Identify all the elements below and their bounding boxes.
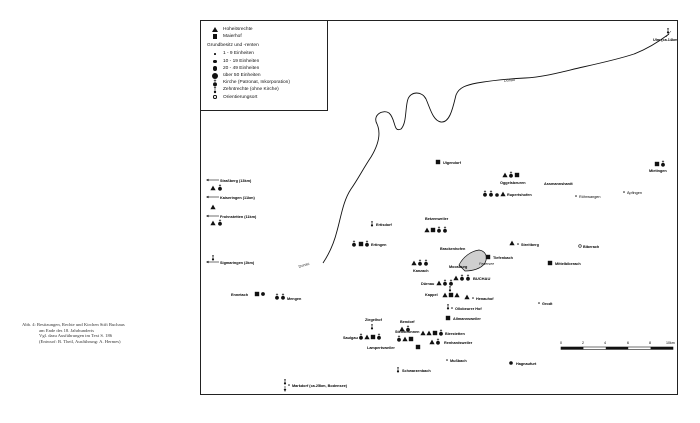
arrow-sigmaringen <box>206 261 219 264</box>
arrow-kaiseringen <box>206 196 219 199</box>
buchau-markers <box>453 274 470 280</box>
legend-row <box>207 94 327 101</box>
maierhof-marker <box>436 160 440 164</box>
frohnstetten-markers <box>210 219 222 225</box>
legend-label: 1 - 9 Einheiten <box>223 51 254 57</box>
streitberg-dot <box>517 243 519 245</box>
zehnt-marker <box>371 221 373 227</box>
legend-label: Zehntrechte (ohne Kirche) <box>223 87 279 93</box>
map-legend <box>201 21 328 111</box>
ertingen-markers <box>352 240 369 246</box>
hagnaufurt-marker <box>509 361 513 365</box>
place-schwarzenbach: Schwarzenbach <box>402 369 431 373</box>
place-henauhof: Henauhof <box>476 297 494 301</box>
rupertshofen-markers <box>483 190 506 196</box>
place-kaiseringen: Kaiseringen (11km) <box>220 196 255 200</box>
orientation-icon <box>213 95 216 98</box>
place-lampertsweiler: Lampertsweiler <box>367 346 395 350</box>
dot-large-icon <box>213 66 218 71</box>
maierhof-marker <box>486 255 490 259</box>
roehrwangen-marker <box>575 195 577 197</box>
place-saulgau: Saulgau <box>343 336 358 340</box>
place-grodt: Grodt <box>542 302 553 306</box>
saulgau-markers <box>359 333 381 339</box>
figure-caption <box>22 322 200 344</box>
legend-label: Hoheitsrechte <box>223 27 253 33</box>
maierhof-marker <box>548 261 552 265</box>
place-ertingen: Ertingen <box>371 243 387 247</box>
renhardsweiler-markers <box>429 338 440 344</box>
mietingen-markers <box>655 160 665 166</box>
place-oggelsbeuren: Oggelsbeuren <box>500 181 526 185</box>
place-biberach: Biberach <box>583 245 600 249</box>
scale-tick: 0 <box>560 341 562 345</box>
place-streitberg: Streitberg <box>521 243 539 247</box>
place-mittelbiberach: Mittelbiberach <box>555 262 581 266</box>
place-moosburg: Moosburg <box>449 265 468 269</box>
streitberg-marker <box>509 241 514 246</box>
scale-tick: 10km <box>666 341 675 345</box>
muebach-marker <box>446 359 448 361</box>
tithe-icon <box>212 86 218 94</box>
biberach-marker <box>579 245 582 248</box>
dot-medium-icon <box>213 60 216 63</box>
place-sigmaringen: Sigmaringen (2km) <box>220 261 255 265</box>
legend-row <box>207 33 327 40</box>
danube-label: Donau <box>503 77 516 83</box>
lampertsweiler-marker <box>416 345 420 349</box>
place-roehrwangen: Röhrwangen <box>579 195 601 199</box>
place-ziegelhof: Ziegelhof <box>365 318 382 322</box>
steinbronnen-markers <box>397 335 413 341</box>
legend-label: über 50 Einheiten <box>223 73 261 79</box>
legend-row <box>207 79 327 86</box>
scale-tick: 8 <box>649 341 651 345</box>
federsee-label: Federsee <box>479 262 495 266</box>
map-frame <box>200 20 678 395</box>
place-mengen: Mengen <box>287 297 302 301</box>
place-assmannshardt: Assmannshardt <box>544 182 573 186</box>
dot-small-icon <box>214 53 216 55</box>
legend-row <box>207 72 327 79</box>
kaiseringen-marker <box>210 205 215 210</box>
duernau-markers <box>436 279 453 285</box>
place-ennetach: Ennetach <box>231 293 249 297</box>
aepfingen-marker <box>623 191 625 193</box>
kappel-markers <box>442 293 459 298</box>
caption-line: Vgl. dazu Ausführungen im Text S. 186 <box>39 333 113 339</box>
henauhof-marker <box>464 295 469 300</box>
place-bendorf: Bendorf <box>400 320 415 324</box>
place-kanzach: Kanzach <box>413 269 429 273</box>
zehnt-marker <box>449 286 451 292</box>
place-rupertshofen: Rupertshofen <box>507 193 532 197</box>
place-steinbronnen: Steinbronnen <box>395 330 420 334</box>
place-allmannsweiler: Allmannsweiler <box>453 317 481 321</box>
dot-xlarge-icon <box>212 73 218 79</box>
place-muebach: Mußbach <box>450 359 467 363</box>
zehnt-marker <box>447 304 449 310</box>
place-hagnaufurt: Hagnaufurt <box>516 362 537 366</box>
place-brackenhofen: Brackenhofen <box>440 247 466 251</box>
caption-line: (Entwurf: B. Theil, Ausführung: A. Hermes) <box>39 338 121 344</box>
zehnt-marker <box>371 324 373 330</box>
place-uigendorf: Uigendorf <box>443 161 461 165</box>
place-ulm: Ulm (ca.14km) <box>653 38 679 42</box>
triangle-icon <box>212 27 218 32</box>
bierstetten-markers <box>420 329 443 335</box>
zehnt-marker <box>397 367 399 373</box>
mengen-markers <box>275 293 285 299</box>
scale-bar <box>561 347 673 349</box>
legend-row <box>207 50 327 57</box>
oggelsbeuren-markers <box>502 171 519 177</box>
markdorf-dot <box>288 384 290 386</box>
legend-row <box>207 26 327 33</box>
zehnt-marker <box>212 255 214 261</box>
scale-tick: 2 <box>582 341 584 345</box>
legend-label: 20 - 49 Einheiten <box>223 65 260 71</box>
place-tiefenbach: Tiefenbach <box>493 256 513 260</box>
arrow-frohnstetten <box>206 215 219 218</box>
scale-tick: 4 <box>604 341 606 345</box>
legend-subtitle: Grundbesitz und -renten <box>207 43 259 49</box>
place-buchau: BUCHAU <box>473 276 491 281</box>
place-ertisdorf: Ertisdorf <box>376 223 392 227</box>
ennetach-markers <box>255 292 265 296</box>
legend-row <box>207 58 327 65</box>
arrow-strassberg <box>206 179 219 182</box>
maierhof-marker <box>446 316 450 320</box>
betzenweiler-markers <box>424 226 447 232</box>
square-icon <box>213 34 218 39</box>
place-ollobeurer: Ollobeurer Hof <box>455 307 482 311</box>
place-betzenweiler: Betzenweiler <box>425 217 449 221</box>
kanzach-markers <box>411 259 428 265</box>
grodt-marker <box>538 302 540 304</box>
caption-line: Abb. 4: Besitzungen, Rechte und Kirchen Stift Buchaus <box>22 322 125 327</box>
place-kappel: Kappel <box>425 293 438 297</box>
place-frohnstetten: Frohnstetten (11km) <box>220 215 257 219</box>
place-markdorf: Markdorf (ca.25km, Bodensee) <box>292 384 348 388</box>
place-renhardsweiler: Renhardsweiler <box>444 341 473 345</box>
caption-line: am Ende des 18. Jahrhunderts <box>39 327 94 333</box>
danube-river <box>323 34 669 263</box>
legend-row <box>207 65 327 72</box>
legend-label: Orientierungsort <box>223 94 258 100</box>
place-mietingen: Mietingen <box>649 169 667 173</box>
henauhof-dot <box>472 297 474 299</box>
place-strassberg: Straßberg (13km) <box>220 179 252 183</box>
markdorf-arrow <box>284 379 287 392</box>
ollobeurer-dot <box>451 307 453 309</box>
scale-tick: 6 <box>627 341 629 345</box>
legend-label: 10 - 19 Einheiten <box>223 58 260 64</box>
place-duernau: Dürnau <box>421 282 435 286</box>
place-bierstetten: Bierstetten <box>445 332 465 336</box>
legend-label: Kirche (Patronat, Inkorporation) <box>223 80 290 86</box>
strassberg-markers <box>210 184 222 190</box>
danube-label: Donau <box>298 261 310 269</box>
place-aepfingen: Äpfingen <box>627 191 642 195</box>
legend-row <box>207 86 327 93</box>
legend-label: Maierhof <box>223 34 242 40</box>
